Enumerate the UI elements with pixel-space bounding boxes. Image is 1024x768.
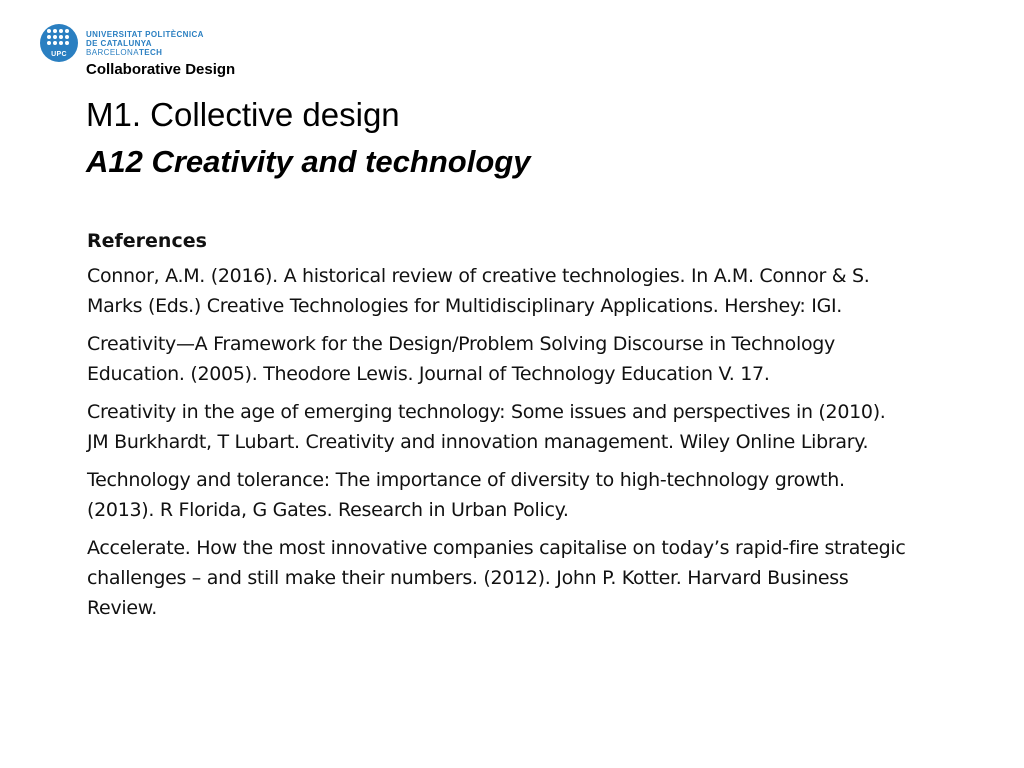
logo-line-2: DE CATALUNYA — [86, 38, 152, 48]
logo-abbreviation: UPC — [51, 51, 67, 58]
activity-title: A12 Creativity and technology — [86, 144, 531, 179]
references-heading: References — [87, 230, 207, 252]
reference-item: Creativity in the age of emerging technology: Some issues and perspectives in (2010). JM Burkhardt, T Lubart. Creativity and innovation management. Wiley Online Library. — [87, 401, 886, 453]
reference-item: Accelerate. How the most innovative companies capitalise on today’s rapid-fire strategic challenges – and still make their numbers. (2012). John P. Kotter. Harvard Business Review. — [87, 537, 906, 619]
references-section — [87, 230, 1007, 631]
module-title: M1. Collective design — [86, 96, 400, 133]
reference-item: Connor, A.M. (2016). A historical review of creative technologies. In A.M. Connor & S. Marks (Eds.) Creative Technologies for Multidisciplinary Applications. Hershey: IGI. — [87, 265, 870, 317]
upc-logo — [40, 24, 204, 62]
reference-item: Technology and tolerance: The importance of diversity to high-technology growth. (2013). R Florida, G Gates. Research in Urban Policy. — [87, 469, 845, 521]
logo-line-1: UNIVERSITAT POLITÈCNICA — [86, 29, 204, 39]
logo-line-3: BARCELONATECH — [86, 47, 163, 57]
reference-item: Creativity—A Framework for the Design/Problem Solving Discourse in Technology Education. (2005). Theodore Lewis. Journal of Technology Education V. 17. — [87, 333, 835, 385]
logo-wordmark — [86, 30, 204, 57]
course-name: Collaborative Design — [86, 61, 236, 78]
upc-seal-icon — [40, 24, 78, 62]
